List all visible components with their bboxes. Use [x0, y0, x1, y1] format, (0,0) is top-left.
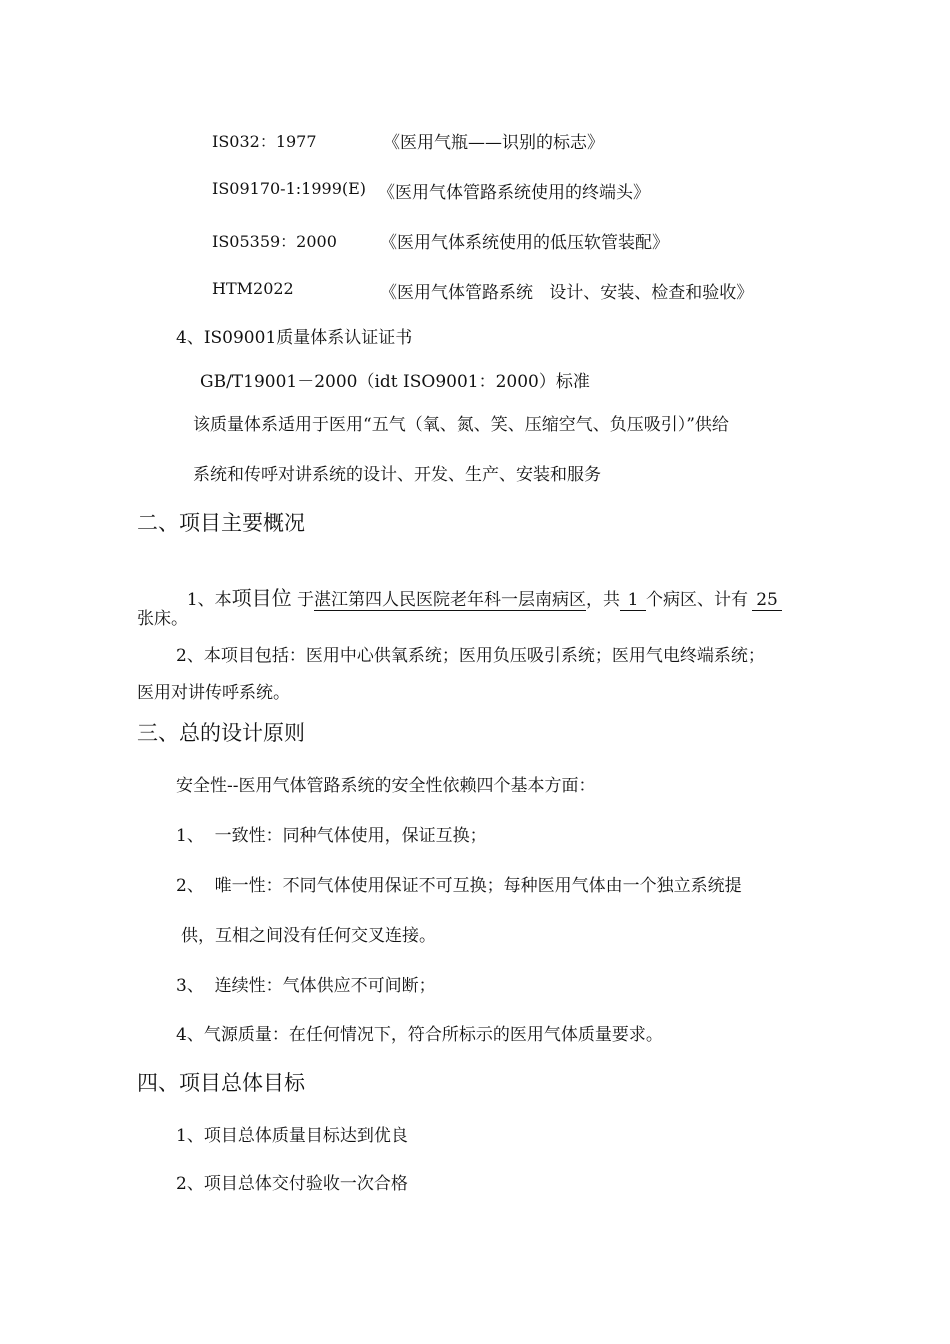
paragraph-line: 医用对讲传呼系统。 — [137, 683, 290, 703]
standard-code: IS05359：2000 — [212, 232, 337, 251]
principle-item: 4、气源质量：在任何情况下，符合所标示的医用气体质量要求。 — [176, 1025, 663, 1045]
section-heading: 二、项目主要概况 — [137, 511, 305, 535]
standard-title: 《医用气体管路系统使用的终端头》 — [378, 183, 650, 203]
text-fragment: 项目位 — [231, 586, 292, 610]
standard-code: HTM2022 — [212, 279, 294, 298]
text-fragment: ，共 — [586, 590, 621, 610]
section-heading: 四、项目总体目标 — [137, 1071, 305, 1095]
text-fragment: 个病区、计有 — [646, 590, 749, 610]
paragraph-line: 张床。 — [137, 609, 188, 629]
text-fragment: 于 — [297, 590, 315, 610]
ward-count-underlined: 1 — [620, 590, 646, 611]
standard-title: 《医用气体管路系统 设计、安装、检查和验收》 — [380, 283, 754, 303]
paragraph-line: 安全性--医用气体管路系统的安全性依赖四个基本方面： — [176, 776, 596, 796]
standard-title: 《医用气瓶——识别的标志》 — [383, 133, 604, 153]
text-fragment: 1、本 — [186, 590, 232, 610]
location-underlined: 湛江第四人民医院老年科一层南病区 — [314, 590, 587, 610]
standard-code: IS09170-1:1999(E) — [212, 179, 367, 198]
iso-cert-heading: 4、IS09001质量体系认证证书 — [176, 328, 413, 348]
goal-item: 2、项目总体交付验收一次合格 — [176, 1174, 408, 1194]
bed-count-underlined: 25 — [752, 590, 782, 611]
paragraph-line: 2、本项目包括：医用中心供氧系统；医用负压吸引系统；医用气电终端系统； — [176, 646, 765, 666]
principle-item: 3、 连续性：气体供应不可间断； — [176, 976, 436, 996]
standard-title: 《医用气体系统使用的低压软管装配》 — [380, 233, 669, 253]
principle-item: 1、 一致性：同种气体使用，保证互换； — [176, 826, 487, 846]
iso-standard-line: GB/T19001－2000（idt ISO9001：2000）标准 — [200, 372, 590, 392]
iso-scope-line: 系统和传呼对讲系统的设计、开发、生产、安装和服务 — [193, 465, 601, 485]
goal-item: 1、项目总体质量目标达到优良 — [176, 1126, 408, 1146]
principle-item: 2、 唯一性：不同气体使用保证不可互换；每种医用气体由一个独立系统提 — [176, 876, 742, 896]
project-location-line — [176, 565, 782, 611]
standard-code: IS032：1977 — [212, 132, 317, 151]
iso-scope-line: 该质量体系适用于医用“五气（氧、氮、笑、压缩空气、负压吸引）”供给 — [193, 415, 729, 435]
principle-item: 供，互相之间没有任何交叉连接。 — [181, 926, 436, 946]
section-heading: 三、总的设计原则 — [137, 721, 305, 745]
